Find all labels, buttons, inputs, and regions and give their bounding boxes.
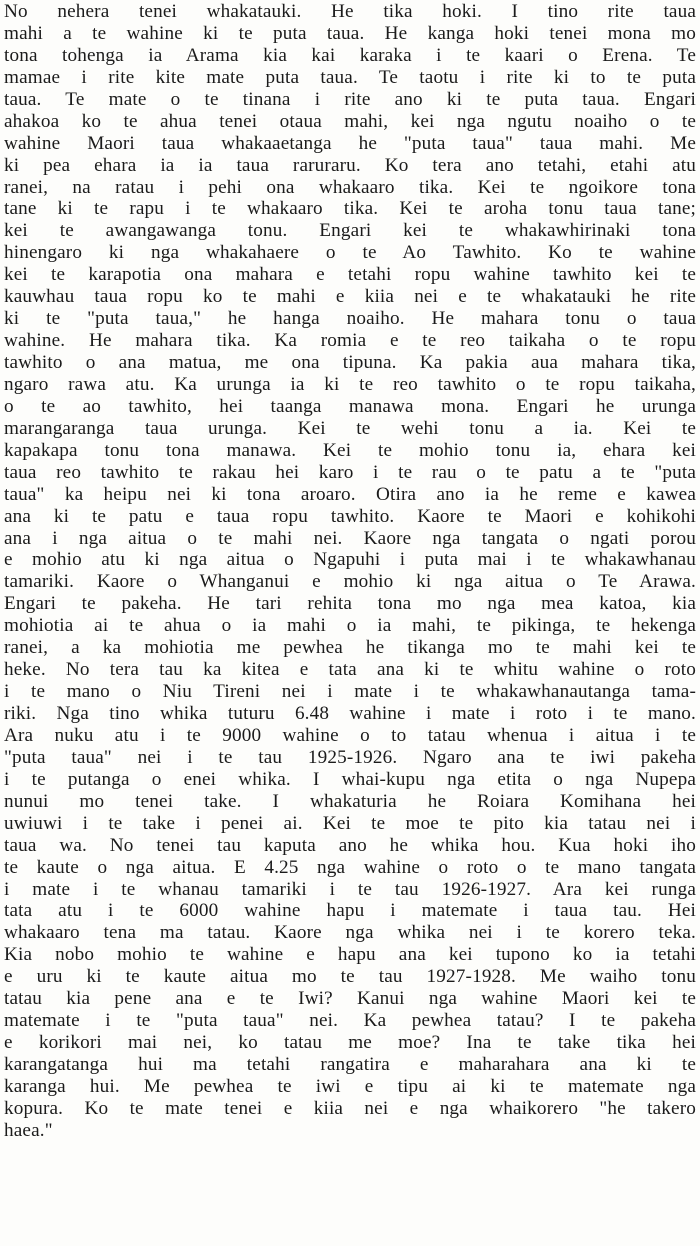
text-line: taua" ka heipu nei ki tona aroaro. Otira ano ia he reme e kawea [4,483,696,505]
text-line: te kaute o nga aitua. E 4.25 nga wahine o roto o te mano tangata [4,856,696,878]
text-line: tata atu i te 6000 wahine hapu i matemate i taua tau. Hei [4,900,696,922]
text-line: Ara nuku atu i te 9000 wahine o to tatau whenua i aitua i te [4,724,696,746]
text-line: karanga hui. Me pewhea te iwi e tipu ai ki te matemate nga [4,1075,696,1097]
text-line: ngaro rawa atu. Ka urunga ia ki te reo tawhito o te ropu taikaha, [4,373,696,395]
text-line: o te ao tawhito, hei taanga manawa mona. Engari he urunga [4,395,696,417]
text-line: taua. Te mate o te tinana i rite ano ki te puta taua. Engari [4,88,696,110]
text-line: taua reo tawhito te rakau hei karo i te rau o te patu a te "puta [4,461,696,483]
text-line: taua wa. No tenei tau kaputa ano he whika hou. Kua hoki iho [4,834,696,856]
text-line: kei te awangawanga tonu. Engari kei te whakawhirinaki tona [4,220,696,242]
text-line: ki pea ehara ia ia taua raruraru. Ko tera ano tetahi, etahi atu [4,154,696,176]
text-line: i te putanga o enei whika. I whai-kupu nga etita o nga Nupepa [4,768,696,790]
text-line: kei te karapotia ona mahara e tetahi ropu wahine tawhito kei te [4,264,696,286]
text-line: matemate i te "puta taua" nei. Ka pewhea tatau? I te pakeha [4,1010,696,1032]
text-line: mohiotia ai te ahua o ia mahi o ia mahi, te pikinga, te hekenga [4,615,696,637]
text-line: mahi a te wahine ki te puta taua. He kanga hoki tenei mona mo [4,22,696,44]
text-line: hinengaro ki nga whakahaere o te Ao Tawhito. Ko te wahine [4,242,696,264]
body-text-column [4,1,696,1142]
text-line: tatau kia pene ana e te Iwi? Kanui nga wahine Maori kei te [4,988,696,1010]
text-line: wahine Maori taua whakaaetanga he "puta taua" taua mahi. Me [4,132,696,154]
text-line: kopura. Ko te mate tenei e kiia nei e nga whaikorero "he takero [4,1097,696,1119]
text-line: mamae i rite kite mate puta taua. Te taotu i rite ki to te puta [4,66,696,88]
text-line: riki. Nga tino whika tuturu 6.48 wahine i mate i roto i te mano. [4,703,696,724]
text-line: Kia nobo mohio te wahine e hapu ana kei tupono ko ia tetahi [4,944,696,966]
text-line: tawhito o ana matua, me ona tipuna. Ka pakia aua mahara tika, [4,352,696,373]
text-line: ana i nga aitua o te mahi nei. Kaore nga tangata o ngati porou [4,527,696,549]
text-line: karangatanga hui ma tetahi rangatira e maharahara ana ki te [4,1054,696,1075]
text-line: i mate i te whanau tamariki i te tau 1926-1927. Ara kei runga [4,878,696,900]
text-line: "puta taua" nei i te tau 1925-1926. Ngaro ana te iwi pakeha [4,746,696,768]
text-line: nunui mo tenei take. I whakaturia he Roiara Komihana hei [4,790,696,812]
text-line: ki te "puta taua," he hanga noaiho. He mahara tonu o taua [4,308,696,330]
text-line: whakaaro tena ma tatau. Kaore nga whika nei i te korero teka. [4,922,696,944]
text-line: ranei, a ka mohiotia me pewhea he tikanga mo te mahi kei te [4,637,696,659]
text-line: marangaranga taua urunga. Kei te wehi tonu a ia. Kei te [4,417,696,439]
text-line: ana ki te patu e taua ropu tawhito. Kaore te Maori e kohikohi [4,505,696,527]
text-line: tamariki. Kaore o Whanganui e mohio ki nga aitua o Te Arawa. [4,571,696,593]
text-line: i te mano o Niu Tireni nei i mate i te whakawhanautanga tama- [4,681,696,703]
text-line: haea." [4,1119,53,1141]
text-line: uwiuwi i te take i penei ai. Kei te moe te pito kia tatau nei i [4,812,696,834]
text-line: kauwhau taua ropu ko te mahi e kiia nei e te whakatauki he rite [4,286,696,308]
text-line: e mohio atu ki nga aitua o Ngapuhi i puta mai i te whakawhanau [4,549,696,571]
text-line: wahine. He mahara tika. Ka romia e te reo taikaha o te ropu [4,330,696,352]
text-line: tona tohenga ia Arama kia kai karaka i te kaari o Erena. Te [4,44,696,66]
text-line: e uru ki te kaute aitua mo te tau 1927-1928. Me waiho tonu [4,966,696,988]
text-line: tane ki te rapu i te whakaaro tika. Kei te aroha tonu taua tane; [4,198,696,220]
text-line: Engari te pakeha. He tari rehita tona mo nga mea katoa, kia [4,593,696,615]
text-line: kapakapa tonu tona manawa. Kei te mohio tonu ia, ehara kei [4,439,696,461]
text-line: heke. No tera tau ka kitea e tata ana ki te whitu wahine o roto [4,659,696,681]
text-line: ahakoa ko te ahua tenei otaua mahi, kei nga ngutu noaiho o te [4,110,696,132]
text-line: No nehera tenei whakatauki. He tika hoki. I tino rite taua [4,1,696,22]
text-line: ranei, na ratau i pehi ona whakaaro tika. Kei te ngoikore tona [4,176,696,198]
text-line: e korikori mai nei, ko tatau me moe? Ina te take tika hei [4,1032,696,1054]
